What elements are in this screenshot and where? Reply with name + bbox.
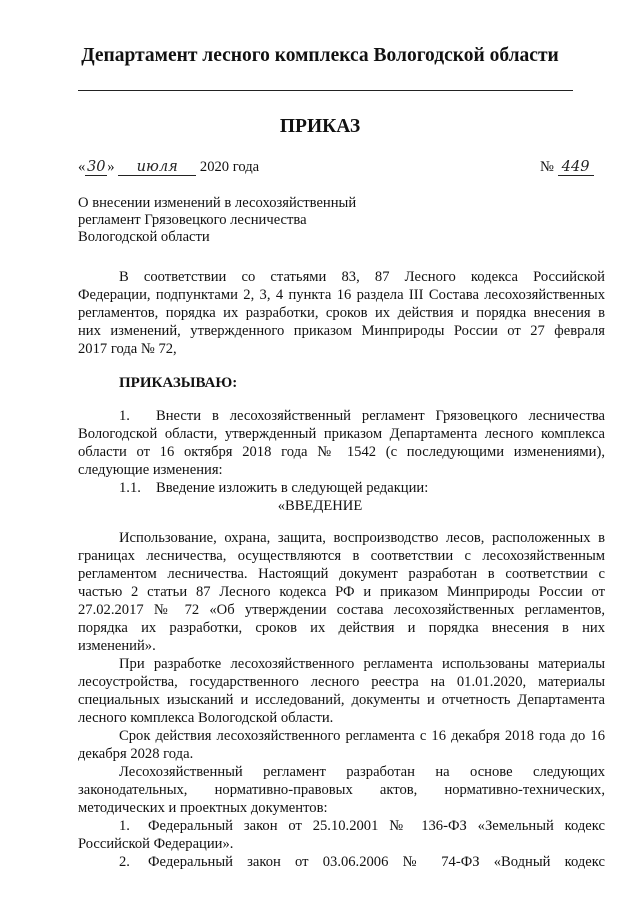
paragraph-line: порядка их разработки, сроков их действия и порядка внесения в них <box>78 620 605 636</box>
date-quote-close: » <box>107 159 115 175</box>
order-date <box>78 158 259 176</box>
date-day: 30 <box>87 158 106 175</box>
paragraph-line: При разработке лесохозяйственного регламента использованы материалы <box>119 656 605 672</box>
paragraph-line: Срок действия лесохозяйственного регламента с 16 декабря 2018 года до 16 <box>119 728 605 744</box>
paragraph-line: границах лесничества, осуществляются в соответствии с лесохозяйственным <box>78 548 605 564</box>
paragraph-line: лесного комплекса Вологодской области. <box>78 710 334 726</box>
section-title: «ВВЕДЕНИЕ <box>277 498 363 514</box>
paragraph-line: законодательных, нормативно-правовых актов, нормативно-технических, <box>78 782 605 798</box>
subitem-text: Введение изложить в следующей редакции: <box>156 480 429 496</box>
date-quote-open: « <box>78 159 86 175</box>
item-line: следующие изменения: <box>78 462 223 478</box>
paragraph-line: лесоустройства, государственного лесного реестра на 01.01.2020, материалы <box>78 674 605 690</box>
department-header: Департамент лесного комплекса Вологодской области <box>81 45 559 66</box>
header-divider <box>78 90 573 91</box>
paragraph-line: Лесохозяйственный регламент разработан на основе следующих <box>119 764 605 780</box>
preamble-line: них изменений, утвержденного приказом Минприроды России от 27 февраля <box>78 323 605 339</box>
preamble-line: 2017 года № 72, <box>78 341 177 357</box>
list-line: Федеральный закон от 03.06.2006 № 74-ФЗ «Водный кодекс <box>148 854 605 870</box>
list-line: Федеральный закон от 25.10.2001 № 136-ФЗ «Земельный кодекс <box>148 818 605 834</box>
subject-line: Вологодской области <box>78 229 210 245</box>
list-number: 2. <box>119 854 130 870</box>
number-prefix: № <box>540 159 554 175</box>
list-line: Российской Федерации». <box>78 836 234 852</box>
item-line: Внести в лесохозяйственный регламент Грязовецкого лесничества <box>156 408 605 424</box>
paragraph-line: методических и проектных документов: <box>78 800 328 816</box>
date-year: 2020 года <box>199 159 260 175</box>
subject-line: регламент Грязовецкого лесничества <box>78 212 307 228</box>
item-line: области от 16 октября 2018 года № 1542 (с последующими изменениями), <box>78 444 605 460</box>
order-word: ПРИКАЗЫВАЮ: <box>119 375 238 391</box>
subject-line: О внесении изменений в лесохозяйственный <box>78 195 357 211</box>
item-line: Вологодской области, утвержденный приказом Департамента лесного комплекса <box>78 426 605 442</box>
paragraph-line: регламентом лесничества. Настоящий документ разработан в соответствии с <box>78 566 605 582</box>
preamble-line: В соответствии со статьями 83, 87 Лесного кодекса Российской <box>119 269 605 285</box>
item-number: 1. <box>119 408 130 424</box>
document-type-title: ПРИКАЗ <box>279 116 361 137</box>
paragraph-line: декабря 2028 года. <box>78 746 194 762</box>
subitem-number: 1.1. <box>119 480 141 496</box>
date-month: июля <box>118 158 196 176</box>
preamble-line: регламентов, порядка их разработки, сроков их действия и порядка внесения в <box>78 305 605 321</box>
list-number: 1. <box>119 818 130 834</box>
paragraph-line: специальных изысканий и исследований, документы и отчетность Департамента <box>78 692 605 708</box>
preamble-line: Федерации, подпунктами 2, 3, 4 пункта 16 раздела III Состава лесохозяйственных <box>78 287 605 303</box>
paragraph-line: изменений». <box>78 638 156 654</box>
number-value: 449 <box>558 158 594 176</box>
order-number <box>540 158 594 176</box>
paragraph-line: Использование, охрана, защита, воспроизводство лесов, расположенных в <box>119 530 605 546</box>
paragraph-line: частью 2 статьи 87 Лесного кодекса РФ и приказом Минприроды России от <box>78 584 605 600</box>
paragraph-line: 27.02.2017 № 72 «Об утверждении состава лесохозяйственных регламентов, <box>78 602 605 618</box>
